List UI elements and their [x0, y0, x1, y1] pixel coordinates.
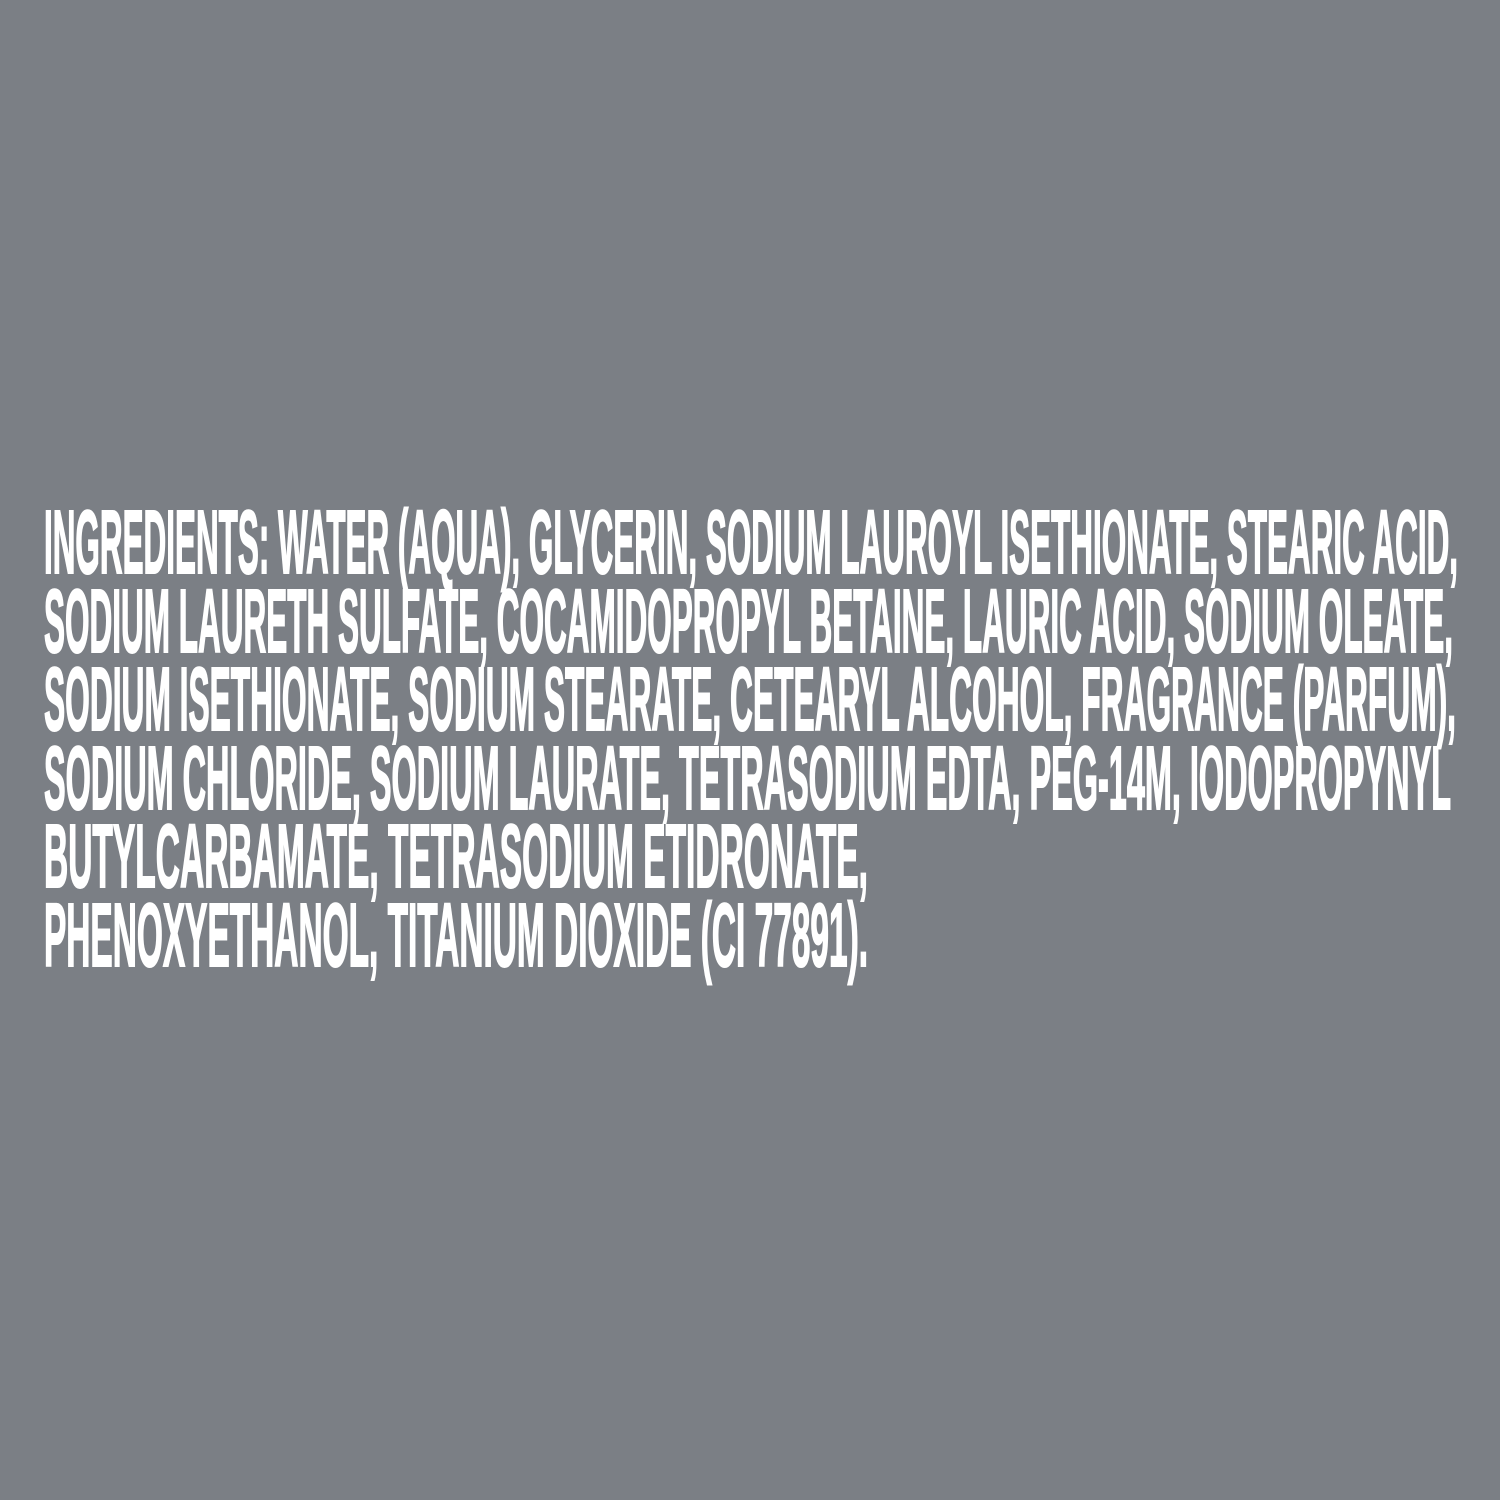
ingredients-line-1: INGREDIENTS: WATER (AQUA), GLYCERIN, SODIUM LAUROYL ISETHIONATE, STEARIC ACID, [44, 493, 1458, 593]
ingredients-text-block [44, 493, 1500, 986]
ingredients-line-5: BUTYLCARBAMATE, TETRASODIUM ETIDRONATE, [44, 807, 868, 907]
ingredients-line-6: PHENOXYETHANOL, TITANIUM DIOXIDE (CI 77891). [44, 885, 869, 986]
ingredients-line-3: SODIUM ISETHIONATE, SODIUM STEARATE, CETEARYL ALCOHOL, FRAGRANCE (PARFUM), [44, 650, 1456, 750]
ingredients-line-2: SODIUM LAURETH SULFATE, COCAMIDOPROPYL BETAINE, LAURIC ACID, SODIUM OLEATE, [44, 571, 1453, 672]
ingredients-line-4: SODIUM CHLORIDE, SODIUM LAURATE, TETRASODIUM EDTA, PEG-14M, IODOPROPYNYL [44, 728, 1451, 829]
